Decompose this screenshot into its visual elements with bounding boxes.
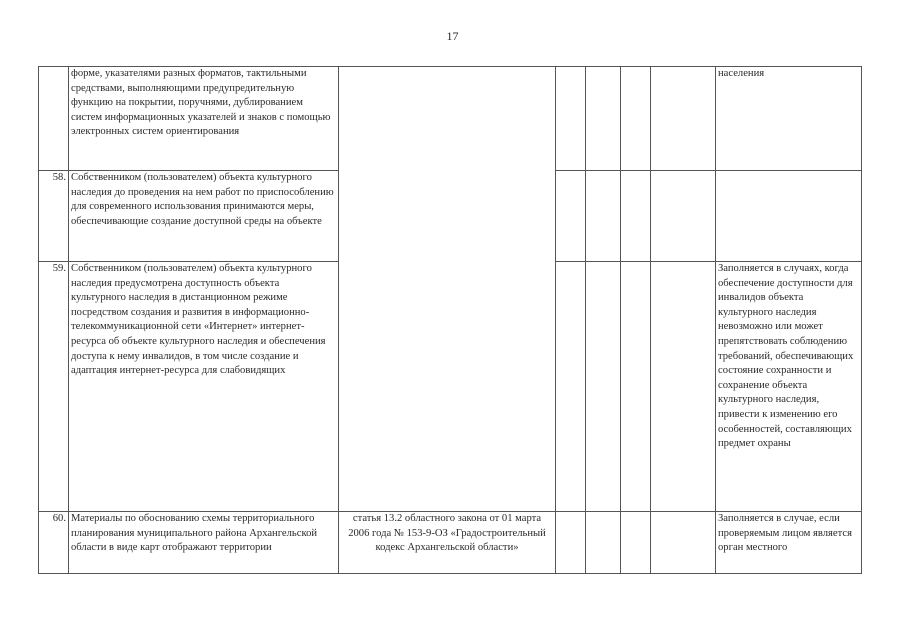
answer-na-cell bbox=[621, 67, 651, 171]
requirement-text: форме, указателями разных форматов, тактильными средствами, выполняющими предупредительную функцию на покрытии, поручнями, дублированием систем информационных указателей и знаков с помощью электронных систем ориентирования bbox=[69, 67, 339, 171]
answer-no-cell bbox=[586, 67, 621, 171]
measures-cell bbox=[651, 67, 716, 171]
measures-cell bbox=[651, 171, 716, 262]
requirements-table bbox=[38, 66, 862, 574]
legal-basis bbox=[339, 67, 556, 512]
answer-no-cell bbox=[586, 171, 621, 262]
answer-yes-cell bbox=[556, 512, 586, 574]
requirement-text: Собственником (пользователем) объекта культурного наследия предусмотрена доступность объекта культурного наследия в дистанционном режиме посредством создания и развития в информационно-телекоммуникационной сети «Интернет» интернет-ресурса об объекте культурного наследия и обеспечения доступа к нему инвалидов, в том числе создание и адаптация интернет-ресурса для слабовидящих bbox=[69, 262, 339, 512]
row-number bbox=[39, 67, 69, 171]
row-number: 59. bbox=[39, 262, 69, 512]
answer-na-cell bbox=[621, 512, 651, 574]
measures-cell bbox=[651, 512, 716, 574]
requirement-text: Материалы по обоснованию схемы территориального планирования муниципального района Архангельской области в виде карт отображают территории bbox=[69, 512, 339, 574]
row-number: 60. bbox=[39, 512, 69, 574]
answer-na-cell bbox=[621, 262, 651, 512]
answer-yes-cell bbox=[556, 171, 586, 262]
answer-na-cell bbox=[621, 171, 651, 262]
note-text bbox=[716, 171, 862, 262]
note-text: Заполняется в случаях, когда обеспечение доступности для инвалидов объекта культурного наследия невозможно или может препятствовать соблюдению требований, обеспечивающих состояние сохранности и сохранение объекта культурного наследия, привести к изменению его особенностей, составляющих предмет охраны bbox=[716, 262, 862, 512]
answer-no-cell bbox=[586, 262, 621, 512]
table-row bbox=[39, 67, 862, 171]
page-number: 17 bbox=[446, 29, 459, 43]
answer-yes-cell bbox=[556, 67, 586, 171]
note-text: Заполняется в случае, если проверяемым лицом является орган местного bbox=[716, 512, 862, 574]
legal-basis: статья 13.2 областного закона от 01 марта 2006 года № 153-9-ОЗ «Градостроительный кодекс Архангельской области» bbox=[339, 512, 556, 574]
table-row bbox=[39, 512, 862, 574]
note-text: населения bbox=[716, 67, 862, 171]
answer-no-cell bbox=[586, 512, 621, 574]
row-number: 58. bbox=[39, 171, 69, 262]
answer-yes-cell bbox=[556, 262, 586, 512]
requirement-text: Собственником (пользователем) объекта культурного наследия до проведения на нем работ по приспособлению для современного использования принимаются меры, обеспечивающие создание доступной среды на объекте bbox=[69, 171, 339, 262]
measures-cell bbox=[651, 262, 716, 512]
